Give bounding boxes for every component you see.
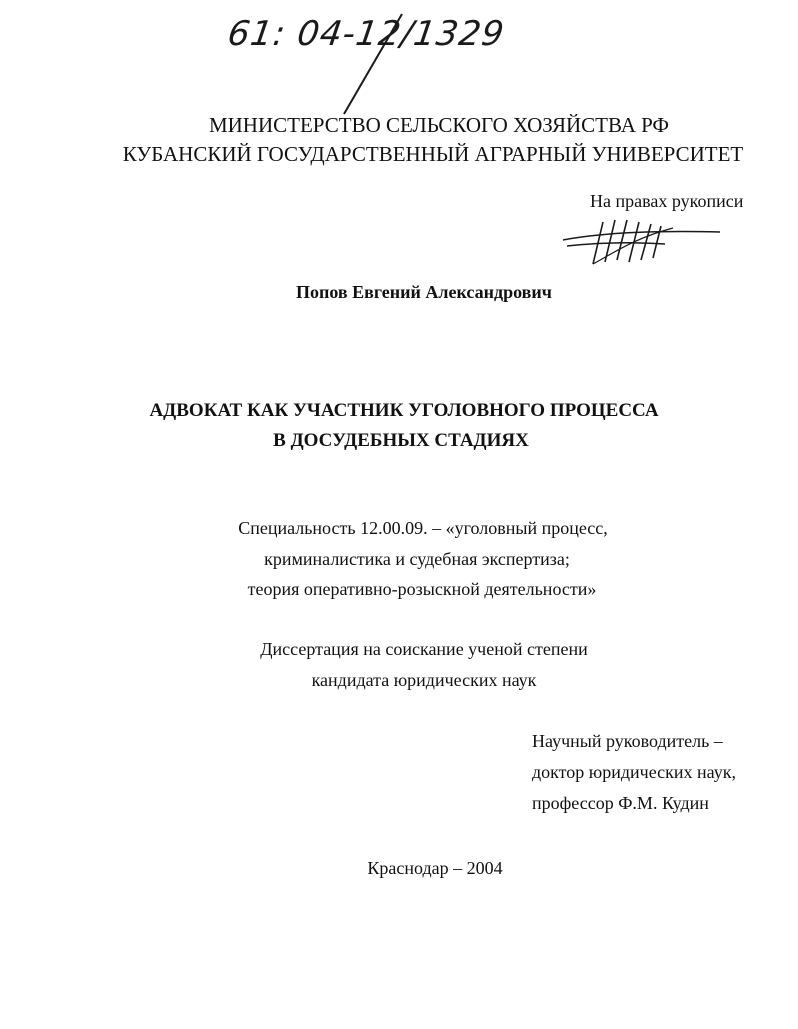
archive-code: 61: 04-12/1329: [225, 14, 508, 54]
supervisor-line-1: Научный руководитель –: [532, 731, 723, 751]
author-name: Попов Евгений Александрович: [296, 282, 552, 302]
specialty-line-3: теория оперативно-розыскной деятельности»: [247, 579, 597, 599]
supervisor-line-2: доктор юридических наук,: [532, 762, 736, 782]
degree-line-2: кандидата юридических наук: [311, 670, 537, 690]
specialty-line-2: криминалистика и судебная экспертиза;: [264, 549, 570, 569]
manuscript-note: На правах рукописи: [590, 191, 744, 211]
university-name: КУБАНСКИЙ ГОСУДАРСТВЕННЫЙ АГРАРНЫЙ УНИВЕРСИТЕТ: [122, 142, 744, 166]
signature-icon: [555, 212, 725, 270]
dissertation-title-line-2: В ДОСУДЕБНЫХ СТАДИЯХ: [273, 430, 529, 451]
ministry-name: МИНИСТЕРСТВО СЕЛЬСКОГО ХОЗЯЙСТВА РФ: [208, 113, 670, 137]
specialty-line-1: Специальность 12.00.09. – «уголовный процесс,: [238, 518, 608, 538]
degree-line-1: Диссертация на соискание ученой степени: [260, 639, 588, 659]
supervisor-line-3: профессор Ф.М. Кудин: [532, 793, 709, 813]
archive-slash-icon: [340, 10, 430, 120]
dissertation-title-line-1: АДВОКАТ КАК УЧАСТНИК УГОЛОВНОГО ПРОЦЕССА: [149, 400, 659, 421]
city-year: Краснодар – 2004: [367, 858, 503, 878]
